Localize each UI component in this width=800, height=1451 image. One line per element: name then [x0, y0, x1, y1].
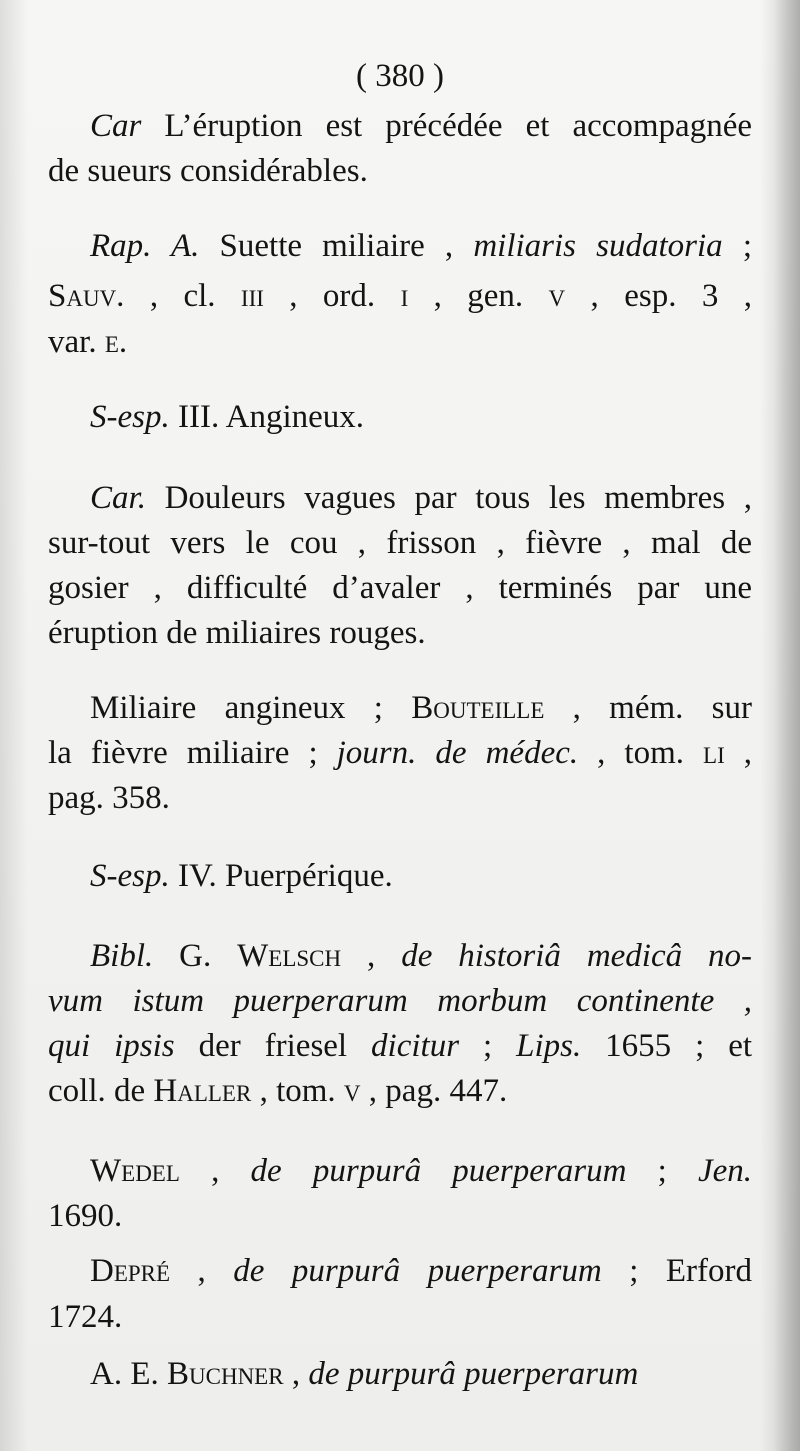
italic-text: de historiâ medicâ no- [401, 938, 752, 974]
small-caps-text: Depré [90, 1253, 171, 1289]
text-line [48, 478, 752, 518]
text-run: 1655 ; et [581, 1028, 753, 1064]
text-run: 1690. [48, 1198, 123, 1234]
text-line [48, 397, 752, 437]
text-run: éruption de miliaires rouges. [48, 615, 426, 651]
italic-text: Lips. [516, 1028, 582, 1064]
italic-text: de purpurâ puerperarum [308, 1356, 639, 1392]
text-run: ; Erford [601, 1253, 752, 1289]
small-caps-text: Sauv. [48, 278, 125, 314]
text-line [48, 1354, 752, 1394]
italic-text: S-esp. [90, 399, 170, 435]
text-run: gosier , difficulté d’avaler , terminés par une [48, 570, 752, 606]
text-run: , esp. 3 , [565, 278, 752, 314]
text-line [48, 778, 752, 818]
text-run: IV. Puerpérique. [169, 858, 393, 894]
text-run: , ord. [263, 278, 401, 314]
text-run: , [170, 1253, 234, 1289]
text-line [48, 568, 752, 608]
text-line [48, 856, 752, 896]
text-line [48, 226, 752, 266]
text-run: coll. de [48, 1073, 154, 1109]
text-line [48, 523, 752, 563]
text-run: Douleurs vagues par tous les membres , [145, 480, 752, 516]
text-run: A. E. [90, 1356, 167, 1392]
text-run: pag. 358. [48, 780, 170, 816]
text-run: Suette miliaire , [199, 228, 474, 264]
text-run: Miliaire angineux ; [90, 690, 412, 726]
text-run: , [179, 1153, 251, 1189]
text-line [48, 1026, 752, 1066]
italic-text: de purpurâ puerperarum [233, 1253, 602, 1289]
text-line [48, 981, 752, 1021]
text-line [48, 322, 752, 362]
text-line [48, 688, 752, 728]
small-caps-text: v [548, 278, 566, 314]
text-line [48, 1297, 752, 1337]
text-line [48, 1071, 752, 1111]
italic-text: qui ipsis [48, 1028, 175, 1064]
italic-text: Bibl. [90, 938, 154, 974]
text-run: L’éruption est précédée et accompagnée [141, 108, 752, 144]
small-caps-text: Buchner [167, 1356, 284, 1392]
text-line [48, 1151, 752, 1191]
text-line [48, 1196, 752, 1236]
text-line [48, 151, 752, 191]
italic-text: Car. [90, 480, 146, 516]
text-run: G. [153, 938, 238, 974]
italic-text: de purpurâ puerperarum [250, 1153, 627, 1189]
text-run: , gen. [408, 278, 549, 314]
text-run: , [724, 735, 753, 771]
page-number: ( 380 ) [356, 58, 444, 94]
italic-text: journ. de médec. [336, 735, 579, 771]
small-caps-text: Haller [153, 1073, 252, 1109]
text-run: ; [459, 1028, 517, 1064]
italic-text: Jen. [697, 1153, 753, 1189]
text-run: , [341, 938, 402, 974]
small-caps-text: li [703, 735, 725, 771]
italic-text: miliaris sudatoria [473, 228, 723, 264]
small-caps-text: e. [104, 324, 128, 360]
text-run: ; [626, 1153, 698, 1189]
page-gutter-shadow [774, 0, 800, 1451]
text-line [48, 733, 752, 773]
small-caps-text: Wedel [90, 1153, 180, 1189]
italic-text: Rap. A. [90, 228, 200, 264]
italic-text: Car [90, 108, 142, 144]
text-line [48, 936, 752, 976]
text-run: sur-tout vers le cou , frisson , fièvre , mal de [48, 525, 752, 561]
small-caps-text: i [400, 278, 409, 314]
text-run: , mém. sur [544, 690, 752, 726]
text-run: , pag. 447. [360, 1073, 508, 1109]
text-run: der friesel [174, 1028, 372, 1064]
text-run: de sueurs considérables. [48, 153, 368, 189]
text-line [48, 276, 752, 316]
italic-text: S-esp. [90, 858, 170, 894]
text-line [48, 613, 752, 653]
text-run: la fièvre miliaire ; [48, 735, 337, 771]
small-caps-text: Bouteille [411, 690, 545, 726]
text-run: , [283, 1356, 309, 1392]
text-run: , tom. [251, 1073, 344, 1109]
text-run: ; [722, 228, 753, 264]
italic-text: vum istum puerperarum morbum continente , [48, 983, 752, 1019]
small-caps-text: iii [240, 278, 264, 314]
text-run: , cl. [124, 278, 241, 314]
italic-text: dicitur [371, 1028, 460, 1064]
text-line [48, 106, 752, 146]
text-run: III. Angineux. [169, 399, 365, 435]
small-caps-text: v [343, 1073, 361, 1109]
text-run: 1724. [48, 1299, 123, 1335]
text-line [48, 1251, 752, 1291]
text-run: var. [48, 324, 105, 360]
text-run: , tom. [578, 735, 704, 771]
small-caps-text: Welsch [237, 938, 342, 974]
